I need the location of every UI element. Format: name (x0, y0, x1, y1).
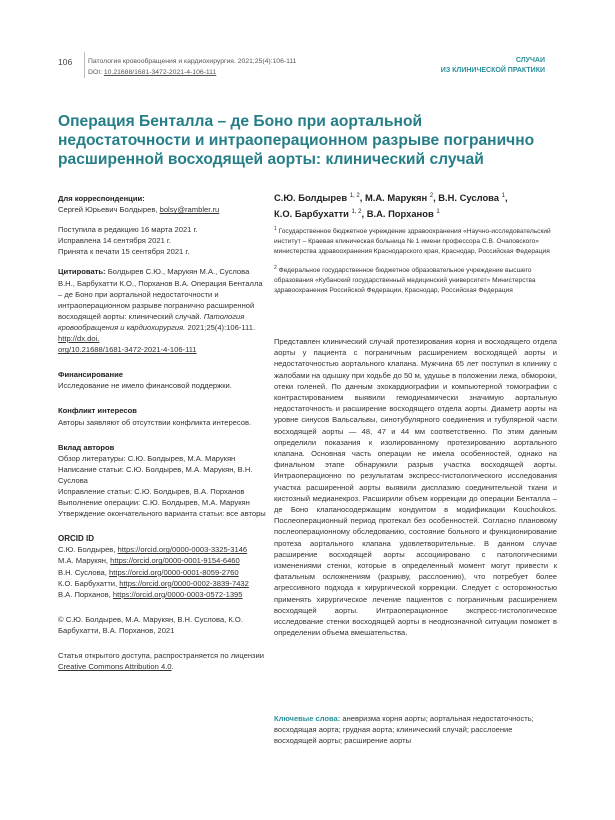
date-accepted: Принята к печати 15 сентября 2021 г. (58, 247, 190, 257)
orcid-link[interactable]: https://orcid.org/0000-0001-8059-2760 (109, 567, 239, 577)
contribution-line: Выполнение операции: С.Ю. Болдырев, М.А. Марукян (58, 498, 250, 508)
author-name: С.Ю. Болдырев (274, 192, 350, 204)
doi-label: DOI: (88, 69, 104, 76)
conflict-heading: Конфликт интересов (58, 406, 137, 416)
author-separator: , (504, 192, 508, 204)
orcid-link[interactable]: https://orcid.org/0000-0003-3325-3146 (117, 545, 248, 555)
contribution-line: Обзор литературы: С.Ю. Болдырев, М.А. Марукян (58, 453, 236, 463)
citation-heading: Цитировать: (58, 267, 106, 277)
keywords-heading: Ключевые слова: (274, 714, 341, 723)
correspondence-email[interactable]: bolsy@rambler.ru (159, 205, 220, 215)
date-received: Поступила в редакцию 16 марта 2021 г. (58, 225, 198, 235)
orcid-heading: ORCID ID (58, 534, 94, 544)
affiliation (274, 263, 554, 296)
section-label-line1: СЛУЧАИ (515, 57, 545, 64)
orcid-link[interactable]: https://orcid.org/0000-0001-9154-6460 (110, 556, 240, 566)
affiliation-text: Федеральное государственное бюджетное образовательное учреждение высшего образования «Кубанский государственный медицинский университет» Министерства здравоохранения Российской Федерации, Краснодар, Российская Федерация (274, 267, 536, 295)
doi-line (88, 67, 296, 78)
funding-text: Исследование не имело финансовой поддержки. (58, 381, 232, 391)
section-label-line2: ИЗ КЛИНИЧЕСКОЙ ПРАКТИКИ (440, 67, 545, 74)
citation-link-part2[interactable]: org/10.21688/1681-3472-2021-4-106-111 (58, 345, 197, 355)
date-revised: Исправлена 14 сентября 2021 г. (58, 236, 171, 246)
correspondence-line (58, 204, 266, 215)
orcid-author: В.Н. Суслова, (58, 567, 110, 577)
contribution-heading: Вклад авторов (58, 442, 115, 452)
keywords (274, 713, 557, 747)
orcid-author: М.А. Марукян, (58, 556, 111, 566)
author-name: , В.А. Порханов (361, 208, 437, 220)
citation-tail: 2021;25(4):106-111. (185, 322, 256, 332)
author-name: К.О. Барбухатти (274, 208, 352, 220)
author-affiliation-mark: 2 (429, 193, 434, 199)
header-divider (84, 52, 85, 78)
affiliation-number: 2 (274, 265, 277, 272)
abstract: Представлен клинический случай протезирования корня и восходящего отдела аорты у пациента с пограничным расширением восходящей аорты и недостаточностью аортального клапана. Мужчина 65 лет поступил в клинику с жалобами на одышку при ходьбе до 50 м, удушье в положении лежа, обмороки, отеки голеней. По данным эхокардиографии и компьютерной томографии с контрастированием выявили гемодинамически значимую аортальную недостаточность и расширение восходящего отдела аорты. Диаметр аорты на уровне синусов Вальсальвы, синотубулярного соединения и тубулярной части восходящей аорты — 48, 47 и 44 мм соответственно. По этим данным определили показания к изолированному протезированию аортального клапана. Основная часть операции не имела особенностей, однако на финальном этапе обнаружили разрыв участка восходящей аорты. Интраоперационно по результатам экспресс-гистологического исследования участка расширенной аорты выявили дисплазию соединительной ткани и кистозный медианекроз. Расширили объем коррекции до операции Бенталла – де Боно клапаносодержащим кондуитом в модификации Kouchoukos. Послеоперационный период протекал без особенностей. Согласно плановому послеоперационному обследованию, состояние больного и функционирование протеза аортального клапана удовлетворительные. В данном случае расширение восходящей аорты ассоциировано с патологическими изменениями стенки, которые в определенный момент могут привести к фатальным осложнениям (разрыву, расслоению), что потребует более агрессивного подхода к хирургической коррекции. Следует с осторожностью применять хирургическое лечение пациентов с пограничным расширением восходящей аорты. Интраоперационное экспресс-гистологическое исследование стенки восходящей аорты в неоднозначной ситуации поможет в определении объема вмешательства. (274, 337, 557, 638)
orcid-entry (58, 578, 266, 589)
citation-link-part1[interactable]: http://dx.doi. (58, 334, 100, 344)
author-name: , М.А. Марукян (359, 192, 430, 204)
correspondence-heading: Для корреспонденции: (58, 194, 145, 203)
author-name: , В.Н. Суслова (433, 192, 502, 204)
affiliation-text: Государственное бюджетное учреждение здравоохранения «Научно-исследовательский институт – Краевая клиническая больница № 1 имени профессора С.В. Очаповского» министерства здравоохранения Краснодарского края, Краснодар, Российская Федерация (274, 228, 551, 256)
orcid-entry (58, 555, 266, 566)
license-text: Статья открытого доступа, распространяется по лицензии (58, 651, 265, 660)
author-list (274, 189, 564, 221)
orcid-link[interactable]: https://orcid.org/0000-0003-0572-1395 (112, 589, 243, 599)
journal-header (88, 56, 296, 78)
author-affiliation-mark: 1 (501, 193, 505, 199)
citation-authors: Болдырев С.Ю., Марукян М.А., Суслова В.Н., Барбухатти К.О., Порханов В.А. Операция Бенталла – де Боно при аортальной недостаточности и интраоперационном разрыве погранично расширенной восходящей аорты: клинический случай. (58, 267, 263, 321)
citation-journal: Патология кровообращения и кардиохирургия. (58, 311, 245, 332)
citation-block (58, 266, 266, 355)
license-line (58, 650, 266, 672)
correspondence-name: Сергей Юрьевич Болдырев, (58, 205, 160, 215)
journal-citation: Патология кровообращения и кардиохирургия. 2021;25(4):106-111 (88, 58, 297, 65)
orcid-author: В.А. Порханов, (58, 589, 113, 599)
license-end: . (171, 662, 174, 672)
doi-link[interactable]: 10.21688/1681-3472-2021-4-106-111 (103, 69, 217, 76)
affiliation-number: 1 (274, 226, 277, 232)
affiliations (274, 224, 554, 302)
contribution-line: Исправление статьи: С.Ю. Болдырев, В.А. Порханов (58, 486, 245, 496)
license-link[interactable]: Creative Commons Attribution 4.0 (58, 662, 172, 672)
copyright: © С.Ю. Болдырев, М.А. Марукян, В.Н. Суслова, К.О. Барбухатти, В.А. Порханов, 2021 (58, 614, 243, 635)
orcid-entry (58, 567, 266, 578)
conflict-text: Авторы заявляют об отсутствии конфликта интересов. (58, 417, 252, 427)
orcid-entry (58, 589, 266, 600)
article-title: Операция Бенталла – де Боно при аортальной недостаточности и интраоперационном разрыве погранично расширенной восходящей аорты: клинический случай (58, 113, 535, 168)
affiliation (274, 224, 554, 257)
author-affiliation-mark: 1, 2 (351, 209, 362, 216)
page-number: 106 (58, 57, 73, 67)
contribution-line: Утверждение окончательного варианта статьи: все авторы (58, 509, 266, 519)
author-affiliation-mark: 1, 2 (349, 193, 360, 199)
orcid-entry (58, 544, 266, 555)
article-info-column (58, 193, 266, 672)
author-affiliation-mark: 1 (436, 209, 440, 216)
funding-heading: Финансирование (58, 370, 123, 380)
contribution-line: Написание статьи: С.Ю. Болдырев, М.А. Марукян, В.Н. Суслова (58, 464, 253, 485)
section-label (441, 56, 545, 76)
orcid-author: С.Ю. Болдырев, (58, 545, 118, 555)
orcid-author: К.О. Барбухатти, (58, 578, 120, 588)
orcid-link[interactable]: https://orcid.org/0000-0002-3839-7432 (119, 578, 249, 588)
keywords-text: аневризма корня аорты; аортальная недостаточность; восходящая аорта; грудная аорта; клинический случай; расслоение восходящей аорты; расширение аорты (274, 714, 534, 746)
